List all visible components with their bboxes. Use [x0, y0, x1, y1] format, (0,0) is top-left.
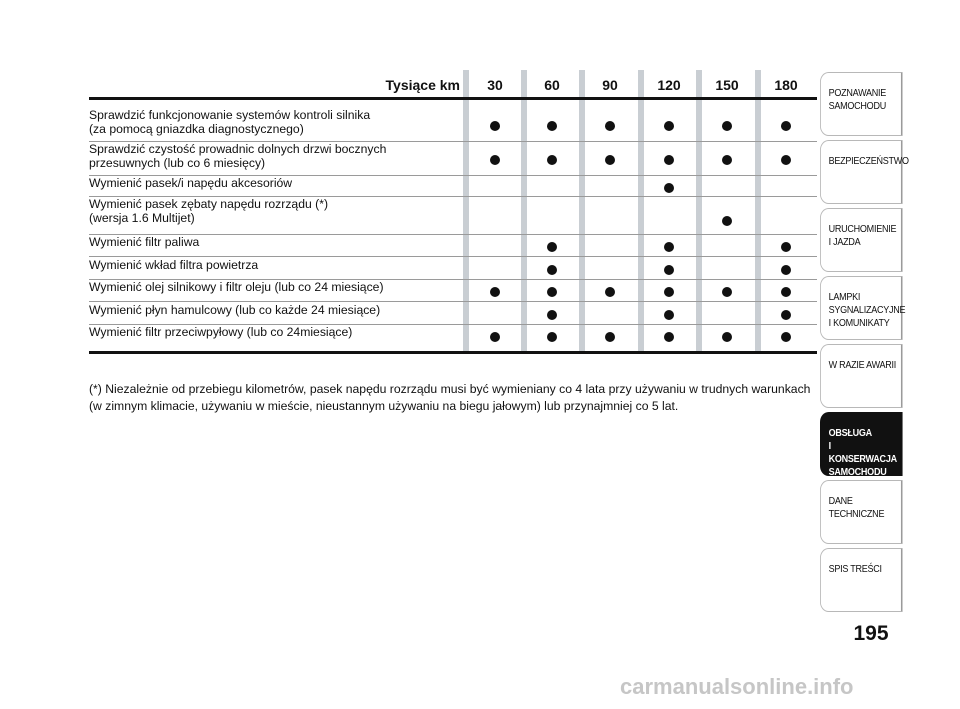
section-tab-5[interactable] [820, 344, 903, 408]
service-mark [781, 155, 791, 165]
section-tab-label: LAMPKI SYGNALIZACYJNE I KOMUNIKATY [828, 291, 906, 329]
table-header [89, 70, 817, 100]
column-stripe [755, 70, 761, 352]
task-label: Wymienić pasek/i napędu akcesoriów [89, 176, 293, 190]
service-mark [781, 287, 791, 297]
service-mark [547, 265, 557, 275]
service-mark [722, 332, 732, 342]
section-tab-6[interactable] [820, 412, 903, 476]
column-stripe [579, 70, 585, 352]
service-mark [664, 265, 674, 275]
task-label: Sprawdzić czystość prowadnic dolnych drzwi bocznych przesuwnych (lub co 6 miesięcy) [89, 142, 387, 170]
service-mark [605, 287, 615, 297]
table-border [89, 351, 817, 354]
service-mark [605, 155, 615, 165]
column-stripe [521, 70, 527, 352]
column-stripe [463, 70, 469, 352]
task-label: Wymienić olej silnikowy i filtr oleju (lub co 24 miesiące) [89, 280, 384, 294]
service-mark [490, 121, 500, 131]
task-label: Wymienić wkład filtra powietrza [89, 258, 259, 272]
service-mark [781, 242, 791, 252]
service-mark [547, 155, 557, 165]
service-mark [547, 242, 557, 252]
section-tab-label: URUCHOMIENIE I JAZDA [828, 223, 897, 248]
column-stripe [638, 70, 644, 352]
service-mark [664, 121, 674, 131]
column-header-180k: 180 [774, 77, 798, 93]
service-mark [781, 121, 791, 131]
service-mark [664, 183, 674, 193]
footnote: (*) Niezależnie od przebiegu kilometrów, pasek napędu rozrządu musi być wymieniany co 4 lata przy używaniu w trudnych warunkach (w zimnym klimacie, używaniu w mieście, nieustannym używaniu na biegu jałowym) lub przynajmniej co 5 lat. [89, 382, 811, 413]
task-label: Wymienić płyn hamulcowy (lub co każde 24 miesiące) [89, 303, 381, 317]
service-mark [664, 287, 674, 297]
service-mark [722, 155, 732, 165]
service-mark [722, 216, 732, 226]
header-label: Tysiące km [385, 77, 460, 93]
section-tab-label: W RAZIE AWARII [828, 359, 897, 371]
service-mark [781, 332, 791, 342]
service-mark [664, 310, 674, 320]
page-number: 195 [853, 622, 889, 645]
column-header-30k: 30 [487, 77, 503, 93]
section-tab-label: SPIS TREŚCI [828, 563, 882, 575]
service-mark [490, 155, 500, 165]
section-tab-label: BEZPIECZEŃSTWO [828, 155, 909, 167]
service-mark [490, 332, 500, 342]
section-tab-7[interactable] [820, 480, 903, 544]
section-tab-2[interactable] [820, 140, 909, 204]
section-tabs [820, 72, 916, 620]
column-header-90k: 90 [602, 77, 618, 93]
task-label: Wymienić filtr paliwa [89, 235, 200, 249]
section-tab-4[interactable] [820, 276, 906, 340]
watermark: carmanualsonline.info [620, 674, 854, 699]
row-divider [89, 301, 817, 302]
row-divider [89, 256, 817, 257]
column-stripe [696, 70, 702, 352]
service-mark [547, 310, 557, 320]
section-tab-1[interactable] [820, 72, 903, 136]
service-mark [547, 287, 557, 297]
service-mark [664, 155, 674, 165]
service-mark [605, 332, 615, 342]
column-header-120k: 120 [657, 77, 681, 93]
task-label: Wymienić pasek zębaty napędu rozrządu (*) (wersja 1.6 Multijet) [89, 197, 329, 225]
service-mark [781, 310, 791, 320]
task-label: Wymienić filtr przeciwpyłowy (lub co 24miesiące) [89, 325, 353, 339]
section-tab-8[interactable] [820, 548, 903, 612]
service-mark [547, 332, 557, 342]
section-tab-label: OBSŁUGA I KONSERWACJA SAMOCHODU [828, 427, 897, 478]
service-mark [664, 242, 674, 252]
service-mark [722, 287, 732, 297]
section-tab-3[interactable] [820, 208, 903, 272]
column-header-60k: 60 [544, 77, 560, 93]
column-header-150k: 150 [715, 77, 739, 93]
service-mark [781, 265, 791, 275]
task-label: Sprawdzić funkcjonowanie systemów kontroli silnika (za pomocą gniazdka diagnostycznego) [89, 108, 371, 136]
section-tab-label: DANE TECHNICZNE [828, 495, 885, 520]
service-mark [490, 287, 500, 297]
service-mark [547, 121, 557, 131]
service-mark [605, 121, 615, 131]
table-border [89, 97, 817, 100]
service-mark [722, 121, 732, 131]
service-mark [664, 332, 674, 342]
section-tab-label: POZNAWANIE SAMOCHODU [828, 87, 887, 112]
